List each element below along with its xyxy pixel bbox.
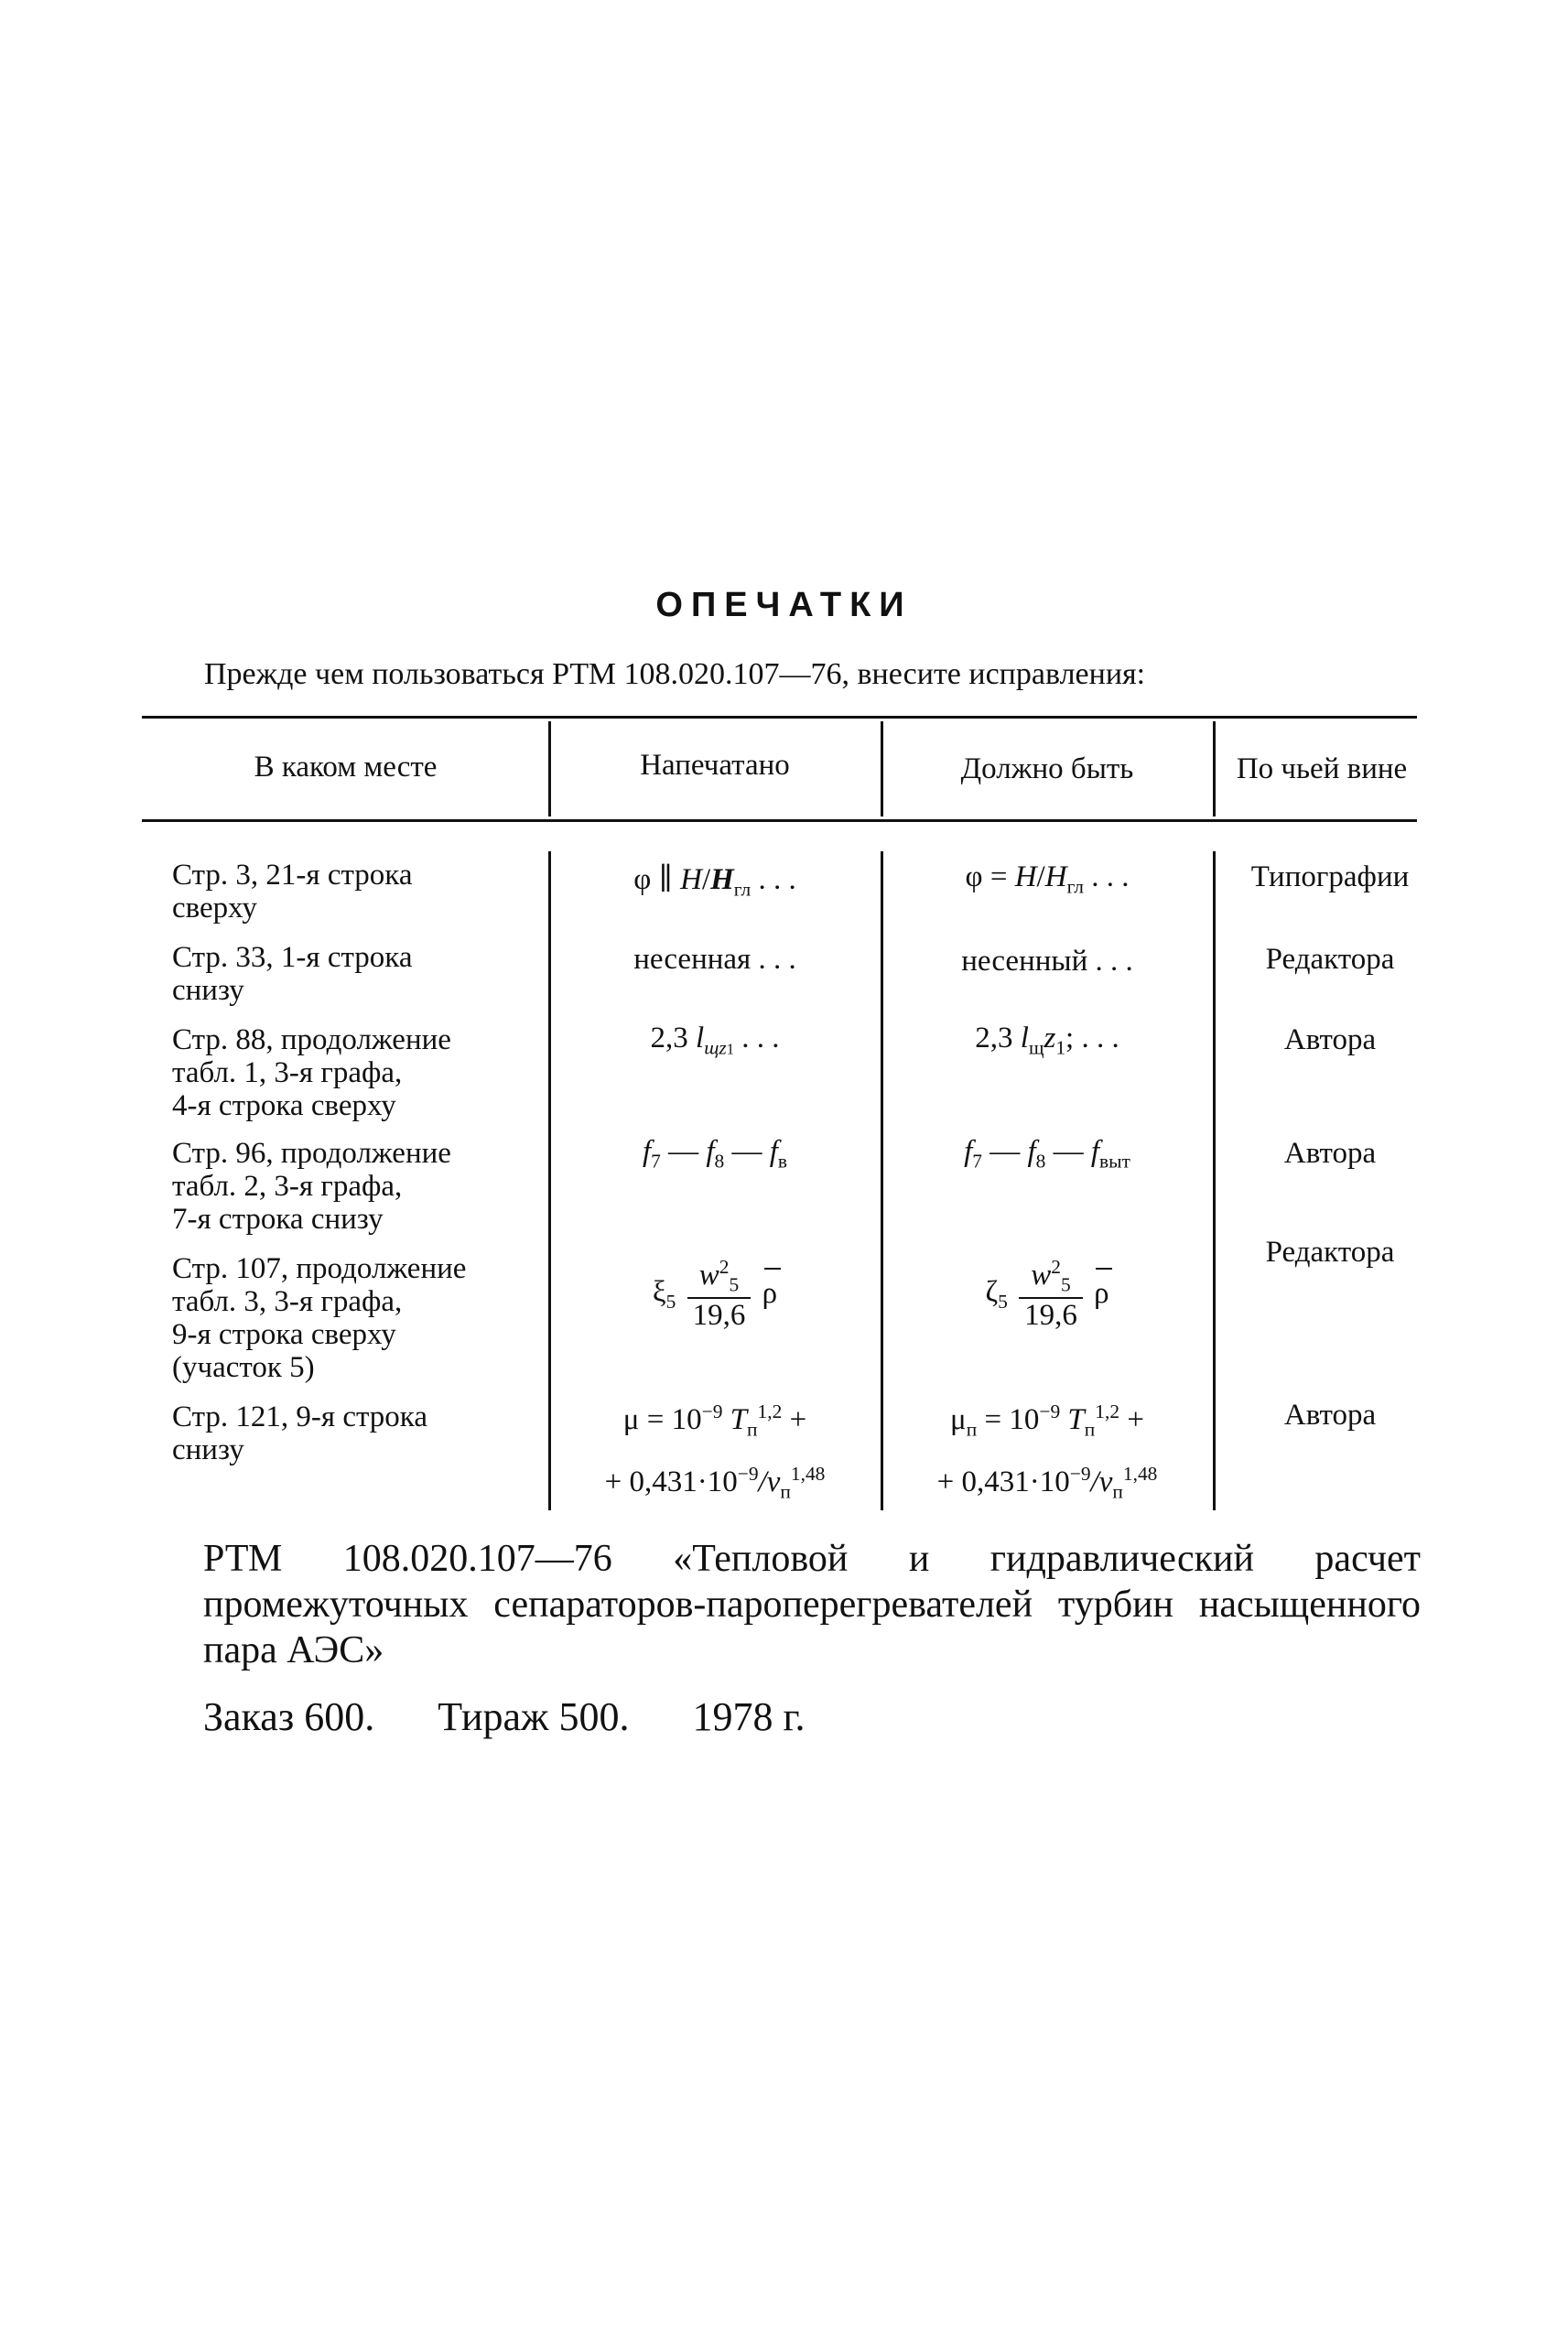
order-number: Заказ 600. [203,1694,375,1739]
table-header-rule [142,819,1417,822]
table-row-2-place: Стр. 33, 1-я строка снизу [172,941,413,1007]
table-row-3-place: Стр. 88, продолжение табл. 1, 3-я графа, 4-я строка сверху [172,1023,451,1122]
table-row-5-correct: $\zeta_5$ $\frac{w^2_5}{19,6}$ ρ [884,1256,1210,1333]
table-row-1-correct: $\varphi = H/H_{гл}$ . . . [965,860,1130,898]
table-row-4-correct: $f_7$ — $f_8$ — $f_{выт}$ [964,1135,1130,1173]
column-divider-3 [1213,721,1216,816]
table-row-1-printed: φ ∥ $H/H_{гл}$ . . . [633,863,796,901]
table-row-4-printed: $f_7$ — $f_8$ — $f_в$ [642,1135,788,1173]
table-row-5-printed: $\xi_5$ $\frac{w^2_5}{19,6}$ ρ [552,1256,878,1333]
column-divider-2 [881,721,883,816]
print-year: 1978 г. [692,1694,806,1739]
table-row-4-culprit: Автора [1283,1137,1377,1170]
page-title: ОПЕЧАТКИ [655,586,913,624]
table-row-2-correct: несенный . . . [961,945,1133,978]
table-row-3-correct: 2,3 $l_щz_1$; . . . [975,1022,1119,1059]
table-row-6-printed-line2: + $0,431\cdot 10^{-9}/v_п^{1,48}$ [604,1463,826,1503]
column-divider-2-body [881,851,883,1510]
table-row-6-correct-line2: + $0,431\cdot 10^{-9}/v_п^{1,48}$ [936,1463,1158,1503]
intro-text: Прежде чем пользоваться РТМ 108.020.107—76, внесите исправления: [204,657,1146,691]
table-row-6-correct-line1: $\mu_п = 10^{-9}$ $T_п^{1,2}$ + [950,1400,1144,1441]
table-row-3-culprit: Автора [1283,1023,1377,1056]
table-row-4-place: Стр. 96, продолжение табл. 2, 3-я графа, 7-я строка снизу [172,1137,451,1236]
header-correct: Должно быть [960,752,1134,785]
column-divider-1 [548,721,551,816]
document-reference: РТМ 108.020.107—76 «Тепловой и гидравлический расчет промежуточных сепараторов-пароперегревателей турбин насыщенного пара АЭС» [203,1538,1421,1671]
header-culprit: По чьей вине [1236,752,1408,785]
print-run: Тираж 500. [438,1694,630,1739]
table-row-1-culprit: Типографии [1250,860,1410,893]
table-row-6-culprit: Автора [1283,1399,1377,1432]
table-row-2-culprit: Редактора [1265,943,1395,976]
table-top-rule [142,716,1417,719]
table-row-3-printed: 2,3 $l_{щz1}$ . . . [650,1022,780,1059]
header-place: В каком месте [254,751,438,784]
table-row-6-printed-line1: $\mu = 10^{-9}$ $T_п^{1,2}$ + [622,1400,807,1441]
imprint-line [203,1693,859,1740]
table-row-2-printed: несенная . . . [633,943,796,976]
table-row-6-place: Стр. 121, 9-я строка снизу [172,1400,427,1466]
column-divider-1-body [548,851,551,1510]
table-row-1-place: Стр. 3, 21-я строка сверху [172,859,413,925]
table-row-5-place: Стр. 107, продолжение табл. 3, 3-я графа, 9-я строка сверху (участок 5) [172,1252,467,1384]
header-printed: Напечатано [640,749,790,782]
table-row-5-culprit: Редактора [1265,1236,1395,1269]
